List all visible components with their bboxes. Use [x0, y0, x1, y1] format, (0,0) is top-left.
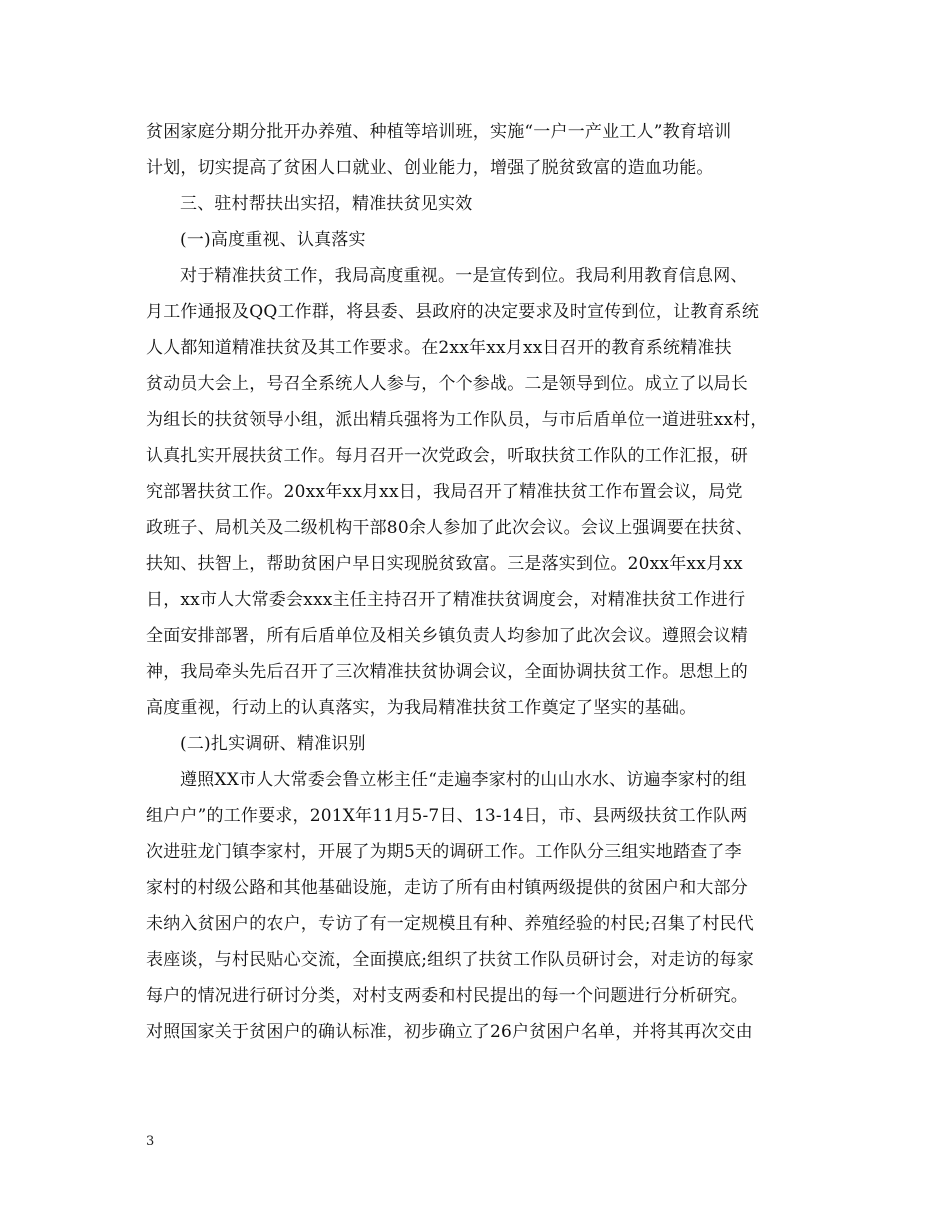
text-line: 每户的情况进行研讨分类，对村支两委和村民提出的每一个问题进行分析研究。	[146, 986, 748, 1006]
text-line: 认真扎实开展扶贫工作。每月召开一次党政会，听取扶贫工作队的工作汇报，研	[146, 446, 748, 466]
text-line: 高度重视，行动上的认真落实，为我局精准扶贫工作奠定了坚实的基础。	[146, 698, 697, 718]
text-line: (二)扎实调研、精准识别	[180, 734, 366, 754]
page-number: 3	[146, 1134, 155, 1149]
text-line: 次进驻龙门镇李家村，开展了为期5天的调研工作。工作队分三组实地踏查了李	[146, 842, 742, 862]
text-line: 未纳入贫困户的农户，专访了有一定规模且有种、养殖经验的村民;召集了村民代	[146, 914, 754, 934]
text-line: 日，xx市人大常委会xxx主任主持召开了精准扶贫调度会，对精准扶贫工作进行	[146, 590, 746, 610]
text-line: 表座谈，与村民贴心交流，全面摸底;组织了扶贫工作队员研讨会，对走访的每家	[146, 950, 754, 970]
text-line: 人人都知道精准扶贫及其工作要求。在2xx年xx月xx日召开的教育系统精准扶	[146, 338, 732, 358]
text-line: 对照国家关于贫困户的确认标准，初步确立了26户贫困户名单，并将其再次交由	[146, 1022, 753, 1042]
text-line: 全面安排部署，所有后盾单位及相关乡镇负责人均参加了此次会议。遵照会议精	[146, 626, 748, 646]
document-body	[146, 114, 806, 1050]
text-line: 三、驻村帮扶出实招，精准扶贫见实效	[180, 194, 473, 214]
text-line: 计划，切实提高了贫困人口就业、创业能力，增强了脱贫致富的造血功能。	[146, 158, 714, 178]
text-line: 组户户”的工作要求，201X年11月5-7日、13-14日，市、县两级扶贫工作队两	[146, 806, 748, 826]
text-line: 月工作通报及QQ工作群，将县委、县政府的决定要求及时宣传到位，让教育系统	[146, 302, 760, 322]
text-line: 神，我局牵头先后召开了三次精准扶贫协调会议，全面协调扶贫工作。思想上的	[146, 662, 748, 682]
text-line: 贫动员大会上，号召全系统人人参与，个个参战。二是领导到位。成立了以局长	[146, 374, 748, 394]
text-line: 究部署扶贫工作。20xx年xx月xx日，我局召开了精准扶贫工作布置会议，局党	[146, 482, 743, 502]
text-line: 对于精准扶贫工作，我局高度重视。一是宣传到位。我局利用教育信息网、	[180, 266, 748, 286]
text-line: 扶知、扶智上，帮助贫困户早日实现脱贫致富。三是落实到位。20xx年xx月xx	[146, 554, 743, 574]
text-line: 政班子、局机关及二级机构干部80余人参加了此次会议。会议上强调要在扶贫、	[146, 518, 753, 538]
text-line: 贫困家庭分期分批开办养殖、种植等培训班，实施“一户一产业工人”教育培训	[146, 122, 732, 142]
text-line: 家村的村级公路和其他基础设施，走访了所有由村镇两级提供的贫困户和大部分	[146, 878, 748, 898]
text-line: (一)高度重视、认真落实	[180, 230, 366, 250]
text-line: 为组长的扶贫领导小组，派出精兵强将为工作队员，与市后盾单位一道进驻xx村，	[146, 410, 768, 430]
text-line: 遵照XX市人大常委会鲁立彬主任“走遍李家村的山山水水、访遍李家村的组	[180, 770, 747, 790]
